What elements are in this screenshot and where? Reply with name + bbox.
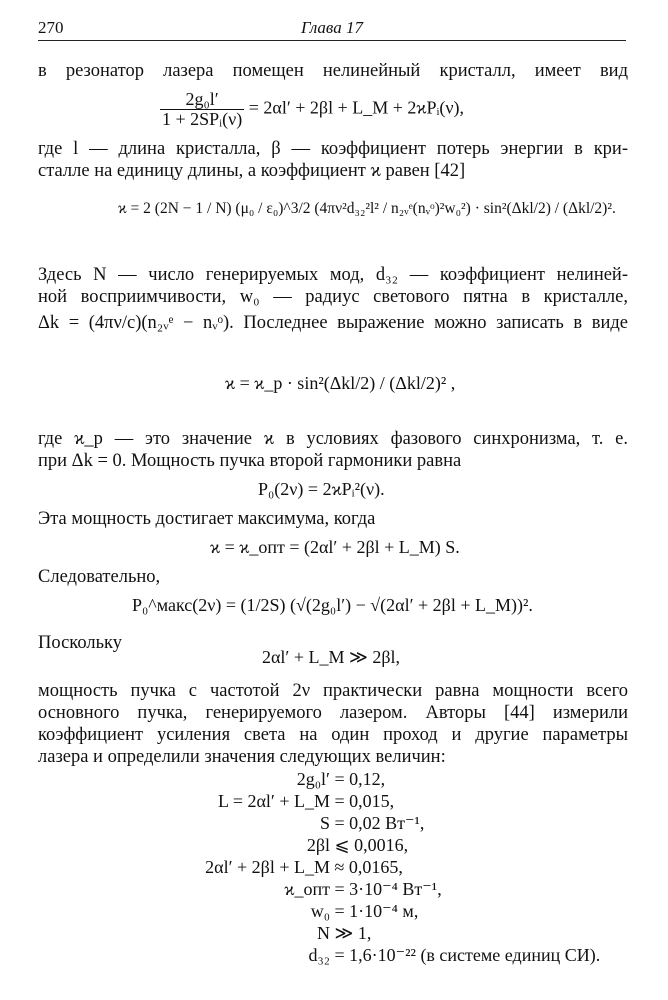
text-line: ной восприимчивости, w₀ — радиус светового пятна в кристалле, — [38, 287, 628, 307]
text-line: Δk = (4πν/c)(n₂ᵥᵉ − nᵥᵒ). Последнее выражение можно записать в виде — [38, 313, 628, 333]
text-line: где l — длина кристалла, β — коэффициент потерь энергии в кри- — [38, 139, 628, 159]
text-line: основного пучка, генерируемого лазером. Авторы [44] измерили — [38, 703, 628, 723]
value-row: N ≫ 1, — [317, 923, 372, 943]
eq1-numerator: 2g₀l′ — [160, 90, 244, 110]
value-row: ϰ_опт = 3·10⁻⁴ Вт⁻¹, — [284, 879, 442, 899]
text-line: Поскольку — [38, 633, 122, 653]
page-number: 270 — [38, 18, 64, 37]
value-row: d₃₂ = 1,6·10⁻²² (в системе единиц СИ). — [308, 945, 601, 965]
value-row: L = 2αl′ + L_M = 0,015, — [218, 791, 395, 811]
equation-1 — [160, 90, 464, 129]
text-line: мощность пучка с частотой 2ν практически равна мощности всего — [38, 681, 628, 701]
equation-5: ϰ = ϰ_опт = (2αl′ + 2βl + L_M) S. — [210, 537, 460, 557]
value-row: 2βl ⩽ 0,0016, — [306, 835, 409, 855]
value-row: w₀ = 1·10⁻⁴ м, — [310, 901, 419, 921]
eq1-rhs: = 2αl′ + 2βl + L_M + 2ϰPᵢ(ν), — [248, 97, 465, 118]
equation-7: 2αl′ + L_M ≫ 2βl, — [262, 647, 401, 667]
value-row: 2αl′ + 2βl + L_M ≈ 0,0165, — [205, 857, 403, 877]
text-line: при Δk = 0. Мощность пучка второй гармоники равна — [38, 451, 462, 471]
equation-6: P₀^макс(2ν) = (1/2S) (√(2g₀l′) − √(2αl′ + 2βl + L_M))². — [132, 595, 533, 615]
text-line: Следовательно, — [38, 567, 161, 587]
text-line: где ϰ_p — это значение ϰ в условиях фазового синхронизма, т. е. — [38, 429, 628, 449]
text-line: коэффициент усиления света на один проход и другие параметры — [38, 725, 628, 745]
text-line: Здесь N — число генерируемых мод, d₃₂ — коэффициент нелиней- — [38, 265, 628, 285]
value-row: 2g₀l′ = 0,12, — [296, 769, 386, 789]
text-line: сталле на единицу длины, а коэффициент ϰ равен [42] — [38, 161, 466, 181]
chapter-title: Глава 17 — [301, 18, 363, 37]
running-header — [38, 18, 626, 41]
text-line: лазера и определили значения следующих величин: — [38, 747, 446, 767]
text-line: в резонатор лазера помещен нелинейный кристалл, имеет вид — [38, 61, 628, 81]
text-line: Эта мощность достигает максимума, когда — [38, 509, 376, 529]
equation-3: ϰ = ϰ_p · sin²(Δkl/2) / (Δkl/2)² , — [225, 373, 456, 393]
equation-4: P₀(2ν) = 2ϰPᵢ²(ν). — [258, 479, 385, 499]
value-row: S = 0,02 Вт⁻¹, — [319, 813, 425, 833]
equation-2: ϰ = 2 (2N − 1 / N) (μ₀ / ε₀)^3/2 (4πν²d₃₂²l² / n₂ᵥᵉ(nᵥᵒ)²w₀²) · sin²(Δkl/2) / (Δkl/2)². — [118, 200, 616, 217]
eq1-denominator: 1 + 2SPᵢ(ν) — [162, 109, 243, 129]
